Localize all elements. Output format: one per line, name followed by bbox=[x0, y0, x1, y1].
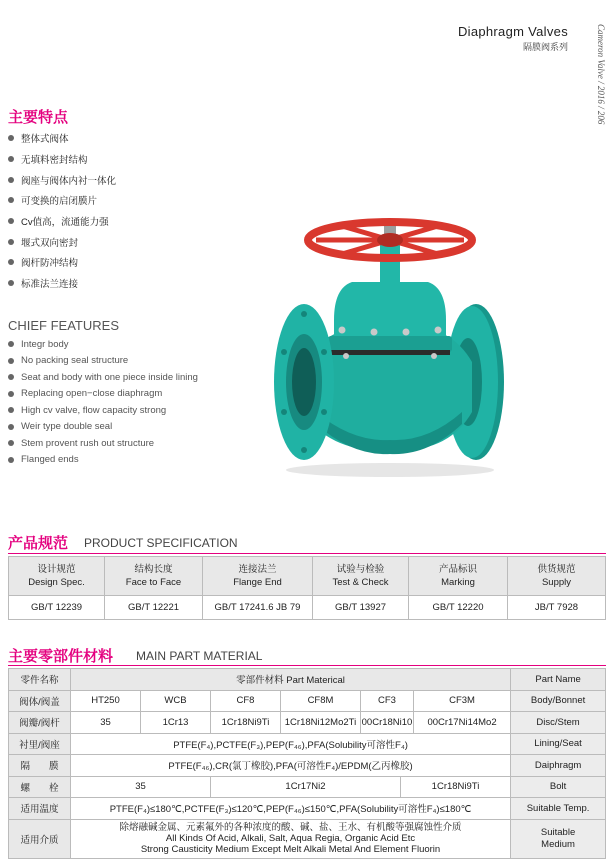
material-divider bbox=[8, 665, 606, 666]
list-item: Stem provent rush out structure bbox=[8, 435, 198, 452]
bullet-icon bbox=[8, 424, 14, 430]
material-title-cn: 主要零部件材料 bbox=[8, 648, 114, 665]
table-cell: GB/T 17241.6 JB 79 bbox=[203, 596, 313, 620]
list-item: 整体式阀体 bbox=[8, 128, 116, 149]
list-item: Flanged ends bbox=[8, 452, 198, 469]
table-cell: JB/T 7928 bbox=[508, 596, 606, 620]
list-item: 阀杆防冲结构 bbox=[8, 252, 116, 273]
table-header-cell: 试验与检验 Test & Check bbox=[313, 557, 409, 596]
list-item: 阀座与阀体内衬一体化 bbox=[8, 169, 116, 190]
page-title: Diaphragm Valves bbox=[457, 24, 568, 39]
table-cell: HT250 bbox=[71, 690, 141, 712]
row-name-en: Body/Bonnet bbox=[511, 690, 606, 712]
bullet-icon bbox=[8, 135, 14, 141]
table-cell: CF3 bbox=[361, 690, 414, 712]
table-header-cell: 零部件材料 Part Materical bbox=[71, 669, 511, 691]
features-en-list bbox=[8, 336, 198, 468]
bullet-icon bbox=[8, 341, 14, 347]
list-item: 堰式双向密封 bbox=[8, 231, 116, 252]
table-cell: 35 bbox=[71, 776, 211, 798]
bullet-icon bbox=[8, 239, 14, 245]
bullet-icon bbox=[8, 358, 14, 364]
table-cell: 1Cr13 bbox=[141, 712, 211, 734]
table-cell: GB/T 13927 bbox=[313, 596, 409, 620]
table-cell: CF8 bbox=[211, 690, 281, 712]
list-item: Replacing open−close diaphragm bbox=[8, 386, 198, 403]
table-cell: PTFE(F₄₆),CR(氯丁橡胶),PFA(可溶性F₄)/EPDM(乙丙橡胶) bbox=[71, 755, 511, 777]
table-row bbox=[9, 669, 606, 691]
diaphragm-valve-image bbox=[272, 212, 508, 480]
row-label: 阀体/阀盖 bbox=[9, 690, 71, 712]
row-label: 螺 栓 bbox=[9, 776, 71, 798]
spec-title-cn: 产品规范 bbox=[8, 535, 69, 552]
bullet-icon bbox=[8, 156, 14, 162]
table-cell: 1Cr17Ni2 bbox=[211, 776, 401, 798]
table-row bbox=[9, 733, 606, 755]
spec-title-en: PRODUCT SPECIFICATION bbox=[84, 536, 238, 550]
bullet-icon bbox=[8, 407, 14, 413]
table-header-cell: 设计规范 Design Spec. bbox=[9, 557, 105, 596]
table-row bbox=[9, 776, 606, 798]
row-name-en: Suitable Temp. bbox=[511, 798, 606, 820]
list-item: 可变换的启闭膜片 bbox=[8, 190, 116, 211]
row-label: 阀瓣/阀杆 bbox=[9, 712, 71, 734]
table-cell: PTFE(F₄)≤180℃,PCTFE(F₃)≤120℃,PEP(F₄₆)≤150℃,PFA(Solubility可溶性F₄)≤180℃ bbox=[71, 798, 511, 820]
row-name-en: Daiphragm bbox=[511, 755, 606, 777]
table-header-cell: 连接法兰 Flange End bbox=[203, 557, 313, 596]
spec-divider bbox=[8, 553, 606, 554]
list-item: Weir type double seal bbox=[8, 419, 198, 436]
table-row bbox=[9, 798, 606, 820]
table-cell: GB/T 12221 bbox=[105, 596, 203, 620]
row-label: 适用温度 bbox=[9, 798, 71, 820]
row-name-en: Bolt bbox=[511, 776, 606, 798]
table-header-cell: 供货规范 Supply bbox=[508, 557, 606, 596]
bullet-icon bbox=[8, 259, 14, 265]
bullet-icon bbox=[8, 280, 14, 286]
table-cell: CF3M bbox=[414, 690, 511, 712]
table-cell: GB/T 12239 bbox=[9, 596, 105, 620]
list-item: High cv valve, flow capacity strong bbox=[8, 402, 198, 419]
features-cn-list bbox=[8, 128, 116, 294]
bullet-icon bbox=[8, 218, 14, 224]
table-row bbox=[9, 557, 606, 596]
list-item: Seat and body with one piece inside lining bbox=[8, 369, 198, 386]
table-cell: 00Cr17Ni14Mo2 bbox=[414, 712, 511, 734]
material-table bbox=[8, 668, 606, 859]
table-row bbox=[9, 755, 606, 777]
list-item: No packing seal structure bbox=[8, 353, 198, 370]
spec-table bbox=[8, 556, 606, 620]
row-name-en: Disc/Stem bbox=[511, 712, 606, 734]
table-cell: 00Cr18Ni10 bbox=[361, 712, 414, 734]
table-row bbox=[9, 712, 606, 734]
table-header-cell: 产品标识 Marking bbox=[409, 557, 508, 596]
table-row bbox=[9, 819, 606, 858]
table-cell: CF8M bbox=[281, 690, 361, 712]
side-caption: Cameron Valve / 2016 / 206 bbox=[596, 24, 606, 125]
bullet-icon bbox=[8, 391, 14, 397]
row-label: 衬里/阀座 bbox=[9, 733, 71, 755]
bullet-icon bbox=[8, 197, 14, 203]
table-cell: 35 bbox=[71, 712, 141, 734]
bullet-icon bbox=[8, 440, 14, 446]
table-cell: 1Cr18Ni9Ti bbox=[401, 776, 511, 798]
list-item: Integr body bbox=[8, 336, 198, 353]
table-row bbox=[9, 690, 606, 712]
material-title-en: MAIN PART MATERIAL bbox=[136, 649, 263, 663]
table-header-cell: 结构长度 Face to Face bbox=[105, 557, 203, 596]
bullet-icon bbox=[8, 457, 14, 463]
table-cell: 1Cr18Ni12Mo2Ti bbox=[281, 712, 361, 734]
table-cell: 除熔融碱金属、元素氟外的各种浓度的酸、碱、盐、王水、有机酸等强腐蚀性介质 All Kinds Of Acid, Alkali, Salt, Aqua Regia, Organic Acid Etc Strong Causticity Medium Except Melt Alkali Metal And Element Fluorin bbox=[71, 819, 511, 858]
list-item: 无填料密封结构 bbox=[8, 149, 116, 170]
table-cell: 1Cr18Ni9Ti bbox=[211, 712, 281, 734]
list-item: Cv值高，流通能力强 bbox=[8, 211, 116, 232]
table-cell: PTFE(F₄),PCTFE(F₃),PEP(F₄₆),PFA(Solubility可溶性F₄) bbox=[71, 733, 511, 755]
list-item: 标准法兰连接 bbox=[8, 273, 116, 294]
row-name-en: Suitable Medium bbox=[511, 819, 606, 858]
bullet-icon bbox=[8, 177, 14, 183]
page-subtitle: 隔膜阀系列 bbox=[522, 42, 568, 52]
table-header-cell: Part Name bbox=[511, 669, 606, 691]
features-cn-title: 主要特点 bbox=[8, 109, 69, 126]
row-label: 隔 膜 bbox=[9, 755, 71, 777]
table-header-cell: 零件名称 bbox=[9, 669, 71, 691]
row-name-en: Lining/Seat bbox=[511, 733, 606, 755]
table-cell: GB/T 12220 bbox=[409, 596, 508, 620]
features-en-title: CHIEF FEATURES bbox=[8, 318, 119, 333]
row-label: 适用介质 bbox=[9, 819, 71, 858]
table-cell: WCB bbox=[141, 690, 211, 712]
bullet-icon bbox=[8, 374, 14, 380]
table-row bbox=[9, 596, 606, 620]
